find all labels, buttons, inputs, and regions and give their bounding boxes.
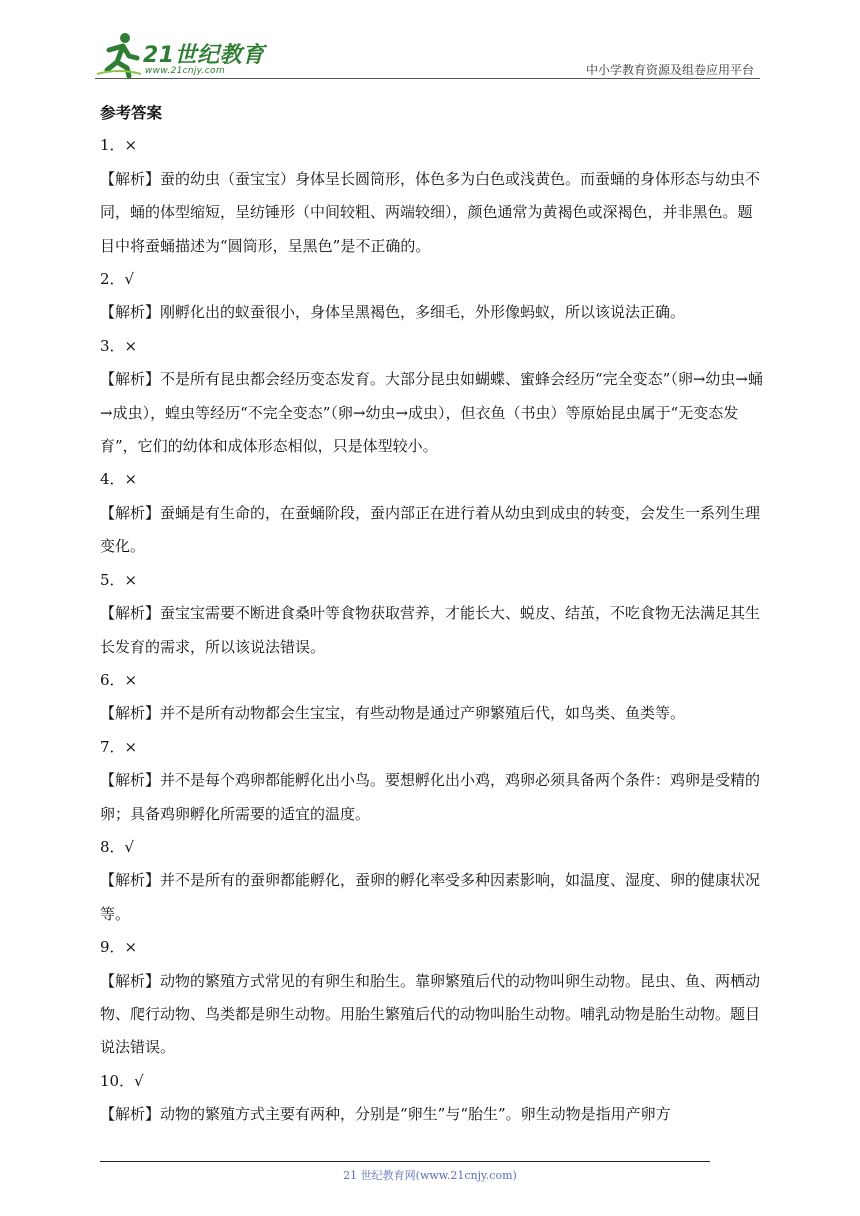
answer-explanation: 【解析】蚕的幼虫（蚕宝宝）身体呈长圆筒形，体色多为白色或浅黄色。而蚕蛹的身体形态与幼虫不同，蛹的体型缩短，呈纺锤形（中间较粗、两端较细），颜色通常为黄褐色或深褐色，并非黑色。题目中将蚕蛹描述为“圆筒形，呈黑色”是不正确的。 bbox=[100, 169, 761, 255]
answer-number: 5．× bbox=[100, 570, 138, 589]
answer-explanation: 【解析】蚕宝宝需要不断进食桑叶等食物获取营养，才能长大、蜕皮、结茧，不吃食物无法满足其生长发育的需求，所以该说法错误。 bbox=[100, 604, 761, 656]
answer-number: 6．× bbox=[100, 670, 138, 689]
answer-explanation: 【解析】不是所有昆虫都会经历变态发育。大部分昆虫如蝴蝶、蜜蜂会经历“完全变态”（卵→幼虫→蛹→成虫），蝗虫等经历“不完全变态”（卵→幼虫→成虫），但衣鱼（书虫）等原始昆虫属于“无变态发育”，它们的幼体和成体形态相似，只是体型较小。 bbox=[100, 370, 763, 456]
header-divider bbox=[95, 78, 760, 79]
answer-list bbox=[100, 129, 765, 1131]
answer-explanation: 【解析】刚孵化出的蚁蚕很小，身体呈黑褐色，多细毛，外形像蚂蚁，所以该说法正确。 bbox=[100, 303, 686, 322]
answer-number: 10．√ bbox=[100, 1071, 144, 1090]
runner-logo-icon bbox=[95, 30, 143, 78]
answer-content bbox=[100, 96, 765, 1132]
page-header bbox=[95, 30, 760, 82]
answer-number: 8．√ bbox=[100, 837, 135, 856]
answer-explanation: 【解析】并不是所有动物都会生宝宝，有些动物是通过产卵繁殖后代，如鸟类、鱼类等。 bbox=[100, 704, 686, 723]
answer-number: 1．× bbox=[100, 136, 138, 155]
answer-explanation: 【解析】并不是所有的蚕卵都能孵化，蚕卵的孵化率受多种因素影响，如温度、湿度、卵的健康状况等。 bbox=[100, 871, 761, 923]
answer-explanation: 【解析】动物的繁殖方式常见的有卵生和胎生。靠卵繁殖后代的动物叫卵生动物。昆虫、鱼、两栖动物、爬行动物、鸟类都是卵生动物。用胎生繁殖后代的动物叫胎生动物。哺乳动物是胎生动物。题目说法错误。 bbox=[100, 971, 761, 1057]
answer-number: 9．× bbox=[100, 938, 138, 957]
platform-name: 中小学教育资源及组卷应用平台 bbox=[585, 63, 754, 77]
answer-number: 3．× bbox=[100, 336, 138, 355]
logo-url: www.21cnjy.com bbox=[145, 66, 225, 76]
answer-number: 2．√ bbox=[100, 270, 135, 289]
page-footer: 21 世纪教育网(www.21cnjy.com) bbox=[343, 1169, 517, 1182]
logo bbox=[95, 30, 265, 80]
answer-explanation: 【解析】蚕蛹是有生命的，在蚕蛹阶段，蚕内部正在进行着从幼虫到成虫的转变，会发生一系列生理变化。 bbox=[100, 503, 761, 556]
logo-text: 21世纪教育 bbox=[143, 43, 265, 68]
footer-divider bbox=[100, 1161, 710, 1162]
answer-number: 7．× bbox=[100, 737, 138, 756]
section-title: 参考答案 bbox=[100, 103, 163, 122]
answer-explanation: 【解析】动物的繁殖方式主要有两种，分别是“卵生”与“胎生”。卵生动物是指用产卵方 bbox=[100, 1105, 671, 1124]
answer-number: 4．× bbox=[100, 470, 138, 489]
answer-explanation: 【解析】并不是每个鸡卵都能孵化出小鸟。要想孵化出小鸡，鸡卵必须具备两个条件：鸡卵是受精的卵；具备鸡卵孵化所需要的适宜的温度。 bbox=[100, 771, 761, 823]
